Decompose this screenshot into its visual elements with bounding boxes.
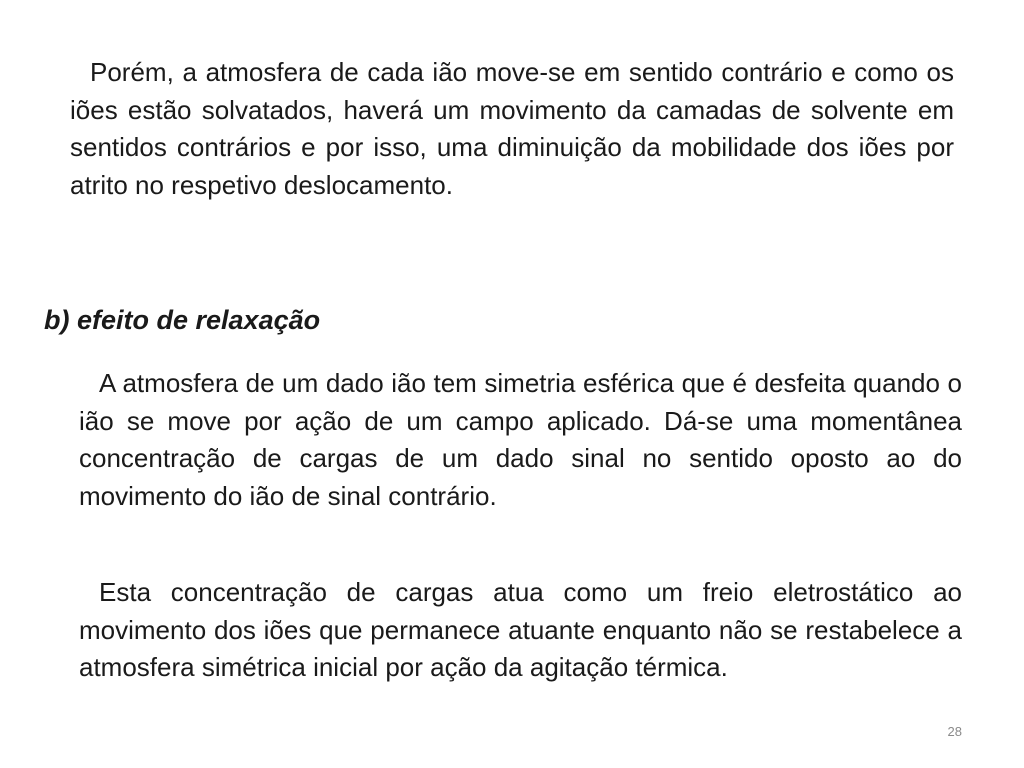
paragraph-intro: Porém, a atmosfera de cada ião move-se em sentido contrário e como os iões estão solvatados, haverá um movimento da camadas de solvente em sentidos contrários e por isso, uma diminuição da mobilidade dos iões por atrito no respetivo deslocamento. [70,57,954,200]
paragraph-relaxation-description: A atmosfera de um dado ião tem simetria esférica que é desfeita quando o ião se move por ação de um campo aplicado. Dá-se uma momentânea concentração de cargas de um dado sinal no sentido oposto ao do movimento do ião de sinal contrário. [79,368,962,511]
paragraph-relaxation-effect: Esta concentração de cargas atua como um freio eletrostático ao movimento dos iões que permanece atuante enquanto não se restabelece a atmosfera simétrica inicial por ação da agitação térmica. [79,577,962,682]
section-heading: b) efeito de relaxação [44,305,321,335]
page-number: 28 [947,724,962,739]
